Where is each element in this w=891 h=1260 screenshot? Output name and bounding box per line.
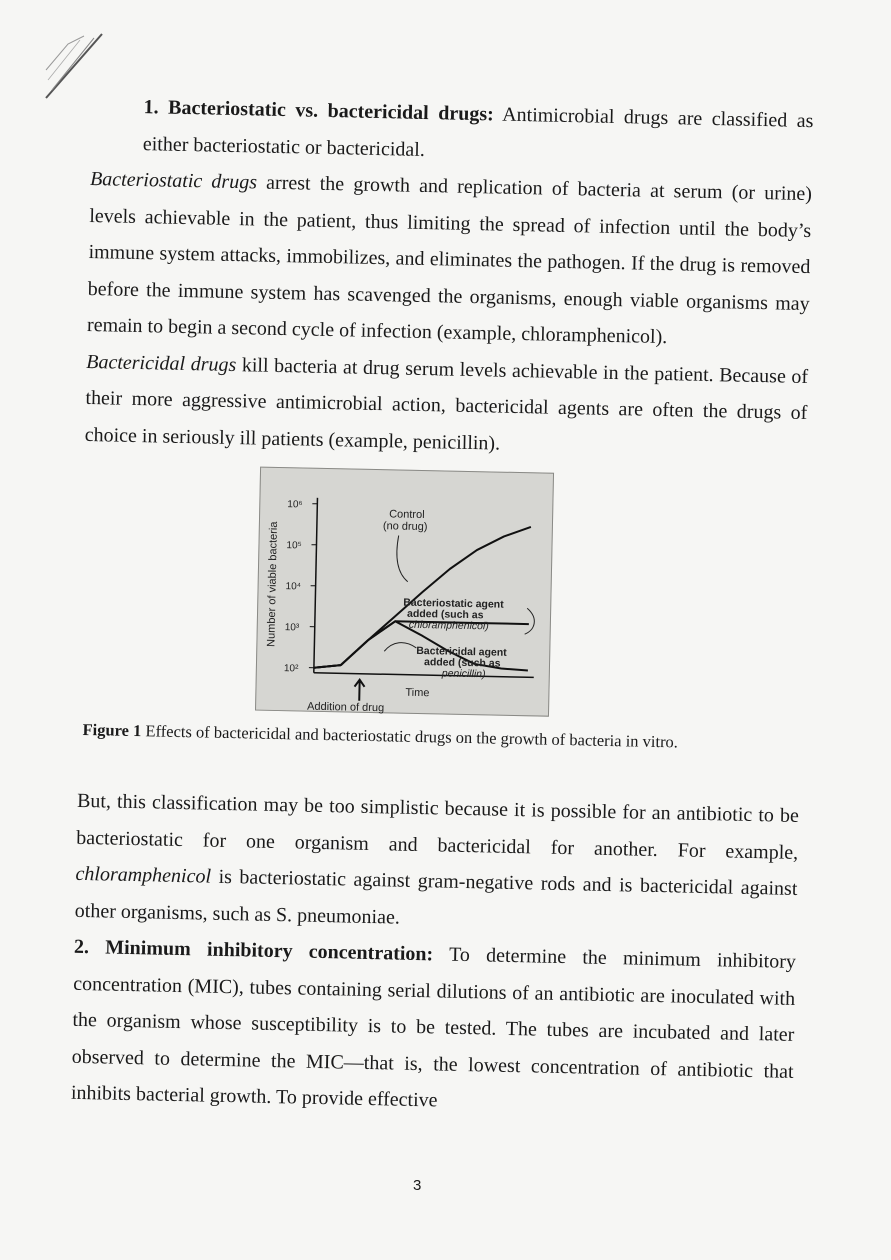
x-axis (314, 673, 534, 678)
cidal-label-2: added (such as (423, 656, 501, 670)
section-1-intro: 1. Bacteriostatic vs. bactericidal drugs: Antimicrobial drugs are classified as either bacteriostatic or bactericidal. (142, 96, 814, 161)
cidal-label-3: penicillin) (441, 667, 486, 681)
page-number: 3 (413, 1177, 422, 1194)
control-label-2: (no drug) (382, 520, 428, 534)
y-tick-label: 10³ (284, 622, 300, 634)
section-1-heading: 1. Bacteriostatic vs. bactericidal drugs: (143, 96, 495, 126)
y-tick-label: 10⁵ (286, 540, 302, 552)
drug-arrow-label: Addition of drug (306, 700, 385, 715)
static-label-1: Bacteriostatic agent (403, 596, 504, 611)
static-pointer (525, 608, 535, 634)
classification-paragraph: But, this classification may be too simplistic because it is possible for an antibiotic to be bacteriostatic for one organism and bactericidal for another. For example, chloramphenicol is bacteriostatic against gram-negative rods and is bactericidal against other organisms, such as S. pneumoniae. (74, 789, 800, 929)
chloramphenicol-term: chloramphenicol (75, 862, 212, 888)
chart-xlabel: Time (405, 686, 430, 700)
bactericidal-paragraph: Bactericidal drugs kill bacteria at drug serum levels achievable in the patient. Because of their more aggressive antimicrobial action, bactericidal agents are often the drugs of choice in seriously ill patients (example, penicillin). (84, 350, 809, 455)
bacteriostatic-term: Bacteriostatic drugs (89, 167, 258, 194)
static-label-2: added (such as (406, 607, 484, 622)
y-tick-label: 10² (283, 663, 299, 675)
growth-chart (255, 467, 560, 719)
static-label-3: chloramphenicol) (408, 618, 489, 633)
control-label-1: Control (389, 508, 425, 522)
cidal-label-1: Bactericidal agent (416, 644, 507, 659)
control-pointer (396, 535, 408, 581)
drug-arrow (354, 680, 364, 701)
document-page (71, 88, 814, 1126)
figure-1 (245, 466, 550, 722)
y-tick-label: 10⁶ (287, 499, 303, 511)
cidal-pointer (384, 642, 416, 652)
chart-ylabel: Number of viable bacteria (265, 521, 280, 648)
section-2-heading: 2. Minimum inhibitory concentration: (73, 935, 434, 966)
y-tick-label: 10⁴ (285, 581, 302, 593)
figure-label: Figure 1 (82, 719, 142, 741)
figure-caption: Figure 1 Effects of bactericidal and bacteriostatic drugs on the growth of bacteria in vitro. (82, 719, 679, 752)
section-2-paragraph: 2. Minimum inhibitory concentration: To determine the minimum inhibitory concentration (MIC), tubes containing serial dilutions of an antibiotic are inoculated with the organism whose susceptibility is to be tested. The tubes are incubated and later observed to determine the MIC—that is, the lowest concentration of antibiotic that inhibits bacterial growth. To provide effective (70, 935, 797, 1112)
bacteriostatic-paragraph: Bacteriostatic drugs arrest the growth and replication of bacteria at serum (or urine) levels achievable in the patient, thus limiting the spread of infection until the body’s immune system attacks, immobilizes, and eliminates the pathogen. If the drug is removed before the immune system has scavenged the organisms, enough viable organisms may remain to begin a second cycle of infection (example, chloramphenicol). (86, 167, 813, 349)
bactericidal-term: Bactericidal drugs (86, 350, 237, 376)
